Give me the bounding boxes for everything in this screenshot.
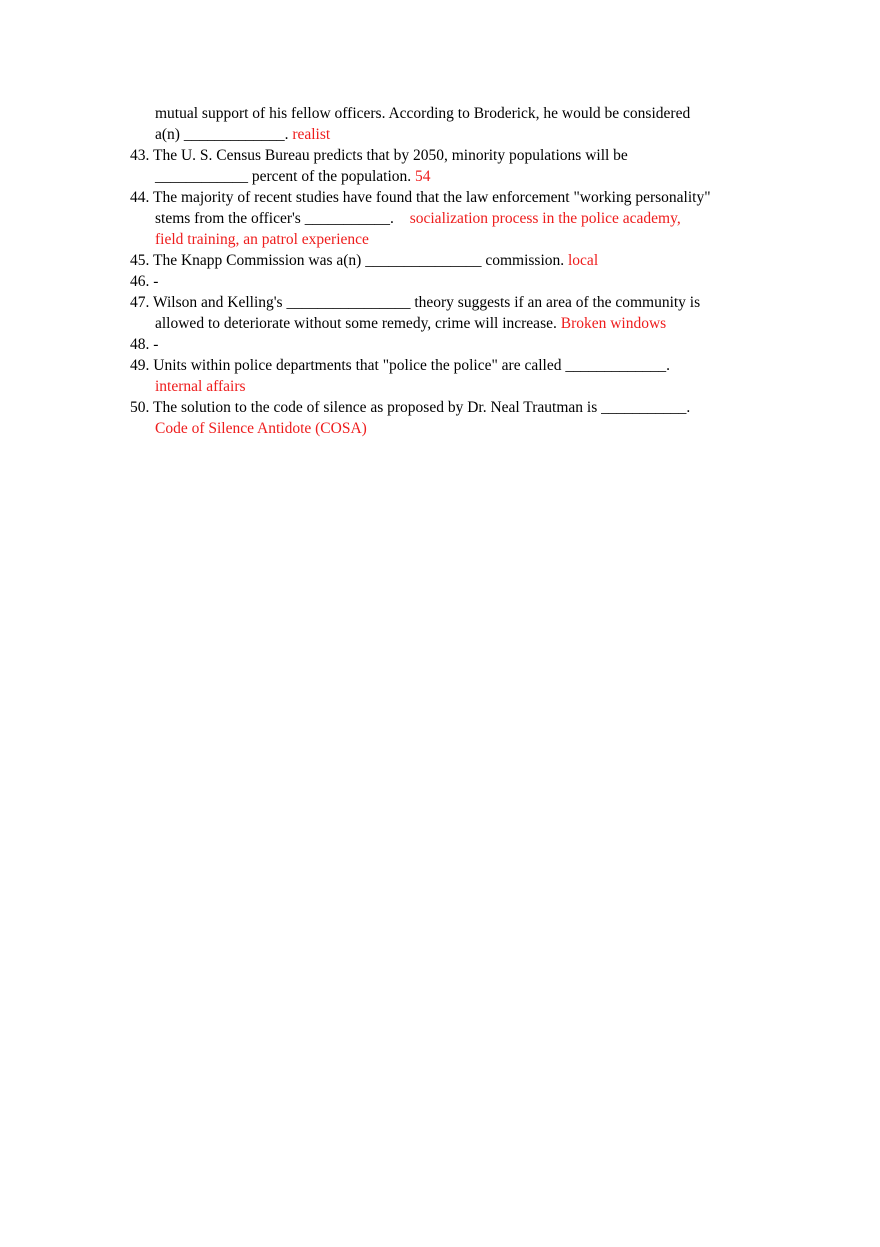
q42-text-1: mutual support of his fellow officers. According to Broderick, he would be considered [155,105,691,122]
q44-text-1: 44. The majority of recent studies have found that the law enforcement "working personality" [130,189,711,206]
q44-line3 [155,230,369,251]
q43-line2 [155,167,431,188]
q42-answer: realist [292,126,331,143]
q43-line1 [130,146,628,167]
q42-line1 [155,104,690,125]
q45-text-1: 45. The Knapp Commission was a(n) _______________ commission. [130,252,565,269]
q49-line1 [130,356,670,377]
q44-line1 [130,188,711,209]
q46-line1 [130,272,158,293]
q43-answer: 54 [415,168,431,185]
q42-line2 [155,125,330,146]
q50-text-1: 50. The solution to the code of silence as proposed by Dr. Neal Trautman is ___________. [130,399,691,416]
q47-answer: Broken windows [560,315,667,332]
q48-line1 [130,335,158,356]
q45-line1 [130,251,598,272]
q49-answer: internal affairs [155,378,246,395]
q44-answer-part2: field training, an patrol experience [155,231,369,248]
q47-text-2: allowed to deteriorate without some remedy, crime will increase. [155,315,557,332]
q47-line1 [130,293,700,314]
q46-text-1: 46. - [130,273,159,290]
q45-answer: local [568,252,599,269]
q42-text-2: a(n) _____________. [155,126,289,143]
q44-line2 [155,209,681,230]
q43-text-1: 43. The U. S. Census Bureau predicts that by 2050, minority populations will be [130,147,628,164]
q44-text-2: stems from the officer's ___________. [155,210,394,227]
q50-line2 [155,419,367,440]
q50-answer: Code of Silence Antidote (COSA) [155,420,367,437]
q43-text-2: ____________ percent of the population. [155,168,412,185]
q49-text-1: 49. Units within police departments that "police the police" are called _____________. [130,357,670,374]
q49-line2 [155,377,246,398]
q47-line2 [155,314,666,335]
q44-answer-part1: socialization process in the police academy, [409,210,681,227]
q50-line1 [130,398,690,419]
q47-text-1: 47. Wilson and Kelling's ________________ theory suggests if an area of the community is [130,294,701,311]
q48-text-1: 48. - [130,336,159,353]
